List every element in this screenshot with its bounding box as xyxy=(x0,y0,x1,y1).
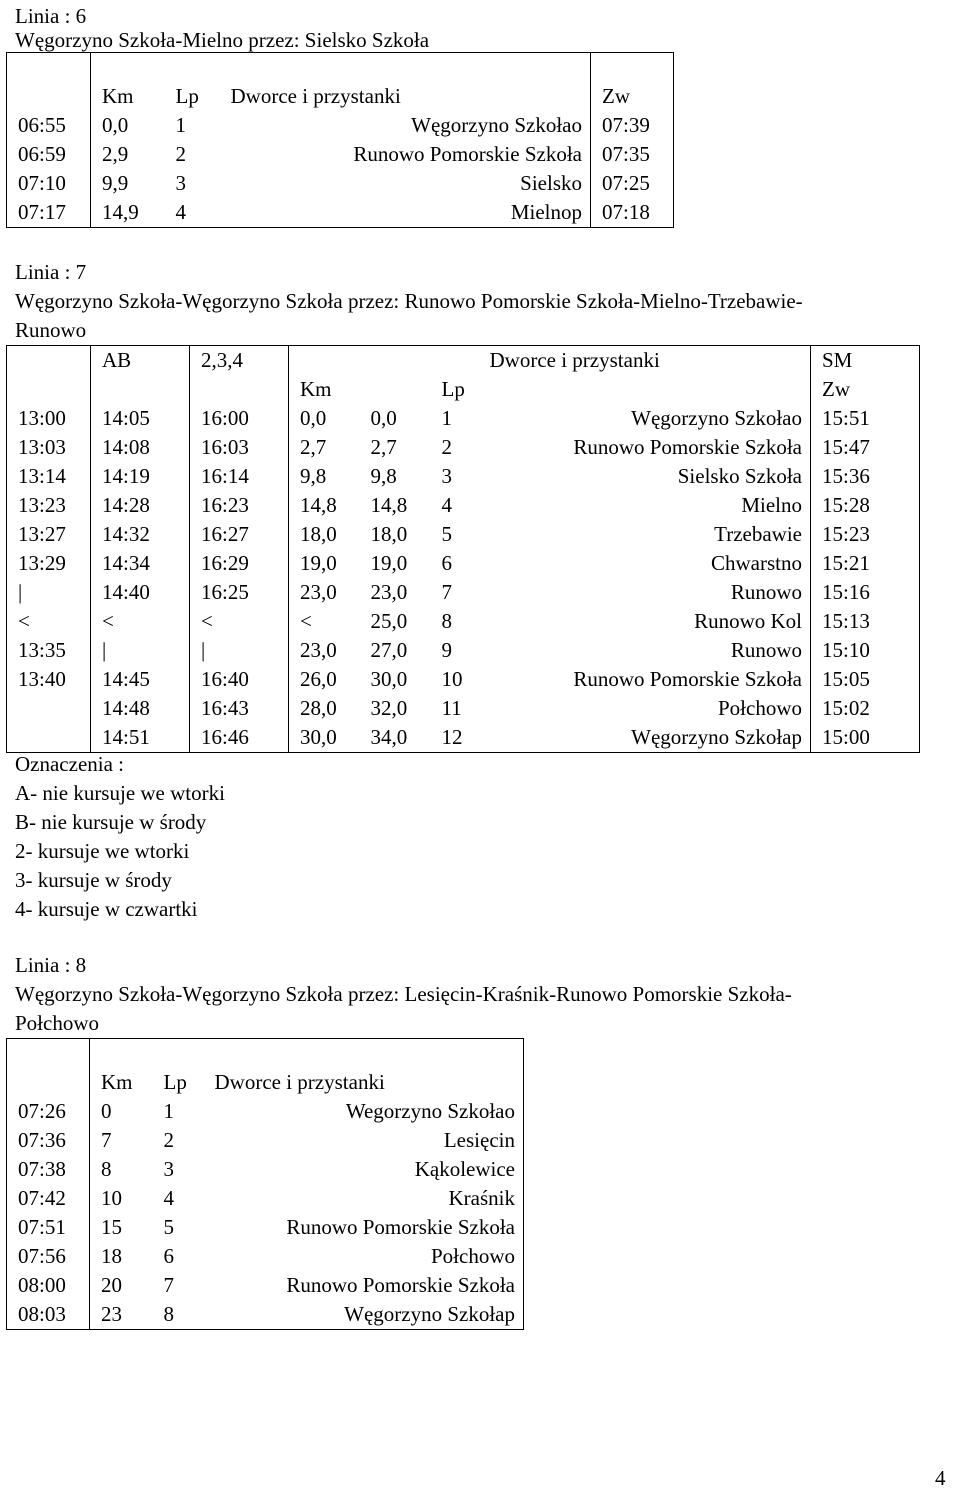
km-value: 9,8 xyxy=(370,464,397,488)
line-6-route: Węgorzyno Szkoła-Mielno przez: Sielsko Szkoła xyxy=(15,28,430,52)
stop-name xyxy=(204,1155,524,1184)
departure-time: 06:59 xyxy=(7,140,91,169)
stop-number: 4 xyxy=(441,493,452,517)
table-row xyxy=(7,1097,524,1126)
km-value: 18,0 xyxy=(289,520,360,549)
km-header: Km xyxy=(90,1068,153,1097)
course-ab-time: 14:08 xyxy=(91,433,190,462)
stop-label: Runowo Pomorskie Szkoła xyxy=(353,142,582,166)
stop-number: 3 xyxy=(441,464,452,488)
course-234-time: 16:25 xyxy=(190,578,289,607)
course-234-time: 16:27 xyxy=(190,520,289,549)
km-header: Km xyxy=(289,375,360,404)
legend-item: 3- kursuje w środy xyxy=(15,868,172,892)
stop-name xyxy=(220,140,591,169)
stop-label: Runowo Pomorskie Szkoła xyxy=(286,1273,515,1297)
table-row xyxy=(7,607,920,636)
legend-title: Oznaczenia : xyxy=(15,752,125,776)
stop-name xyxy=(479,694,811,723)
km-value: 18 xyxy=(90,1242,153,1271)
legend-item: 2- kursuje we wtorki xyxy=(15,839,190,863)
table-row xyxy=(7,549,920,578)
stop-number: 8 xyxy=(153,1300,204,1330)
stop-label: Sielsko xyxy=(520,171,582,195)
line-6-header-row xyxy=(7,82,674,111)
stop-number: 5 xyxy=(163,1215,174,1239)
return-time: 07:25 xyxy=(591,169,674,198)
return-time: 07:35 xyxy=(591,140,674,169)
line-7-route: Węgorzyno Szkoła-Węgorzyno Szkoła przez: Runowo Pomorskie Szkoła-Mielno-Trzebawie- xyxy=(15,289,803,313)
stop-name xyxy=(204,1300,524,1330)
stop-name xyxy=(204,1213,524,1242)
course-234-time: 16:43 xyxy=(190,694,289,723)
course-234-time: | xyxy=(190,636,289,665)
return-time: 07:18 xyxy=(591,198,674,228)
departure-time: 07:10 xyxy=(7,169,91,198)
line-7-subheader-row xyxy=(7,375,920,404)
course-234-time: 16:29 xyxy=(190,549,289,578)
stop-name xyxy=(479,607,811,636)
return-time: 15:28 xyxy=(811,491,920,520)
departure-time: 07:17 xyxy=(7,198,91,228)
departure-time: 07:26 xyxy=(7,1097,90,1126)
stop-name xyxy=(204,1184,524,1213)
course-time: 13:14 xyxy=(7,462,91,491)
line-7-timetable xyxy=(6,345,920,753)
stop-name xyxy=(479,636,811,665)
return-time: 15:36 xyxy=(811,462,920,491)
stop-label: Runowo Pomorskie Szkoła xyxy=(573,435,802,459)
line-6-title: Linia : 6 xyxy=(15,4,87,28)
line-6-timetable xyxy=(6,52,674,228)
table-row xyxy=(7,433,920,462)
stop-label: Runowo xyxy=(730,638,802,662)
km-value: 14,8 xyxy=(370,493,408,517)
stop-number: 3 xyxy=(163,1157,174,1181)
course-234-time: < xyxy=(190,607,289,636)
km-value: 2,9 xyxy=(91,140,165,169)
return-header: Zw xyxy=(591,82,674,111)
stop-name xyxy=(479,578,811,607)
return-header: Zw xyxy=(811,375,920,404)
km-value: 0 xyxy=(90,1097,153,1126)
stop-label: Trzebawie xyxy=(714,522,802,546)
stop-number: 11 xyxy=(441,696,462,720)
stop-number: 9 xyxy=(441,638,452,662)
return-time: 15:47 xyxy=(811,433,920,462)
km-value: 23,0 xyxy=(289,636,360,665)
stops-header: Dworce i przystanki xyxy=(479,346,811,376)
km-value: 20 xyxy=(90,1271,153,1300)
stop-label: Węgorzyno Szkoła xyxy=(344,1302,505,1326)
stop-name xyxy=(479,723,811,753)
stop-name xyxy=(479,665,811,694)
stop-number: 6 xyxy=(163,1244,174,1268)
legend-item: 4- kursuje w czwartki xyxy=(15,897,198,921)
line-8-title: Linia : 8 xyxy=(15,953,87,977)
course-time: 13:40 xyxy=(7,665,91,694)
stop-label: Kraśnik xyxy=(448,1186,515,1210)
stop-name xyxy=(479,462,811,491)
stop-label: Runowo xyxy=(730,580,802,604)
km-value: 8 xyxy=(90,1155,153,1184)
table-row xyxy=(7,491,920,520)
table-row xyxy=(7,1242,524,1271)
course-234-time: 16:46 xyxy=(190,723,289,753)
stop-marker: p xyxy=(504,1302,515,1326)
return-time: 15:02 xyxy=(811,694,920,723)
course-ab-time: 14:34 xyxy=(91,549,190,578)
stops-header: Dworce i przystanki xyxy=(230,84,401,108)
km-value: 0,0 xyxy=(370,406,397,430)
km-value: 14,9 xyxy=(91,198,165,228)
line-8-route-cont: Połchowo xyxy=(15,1011,99,1035)
table-row xyxy=(7,665,920,694)
km-value: 18,0 xyxy=(370,522,408,546)
course-ab-time: 14:05 xyxy=(91,404,190,433)
return-time: 15:51 xyxy=(811,404,920,433)
table-row xyxy=(7,520,920,549)
stop-name xyxy=(204,1242,524,1271)
days-234-header: 2,3,4 xyxy=(190,346,289,376)
stop-name xyxy=(204,1126,524,1155)
stop-name xyxy=(479,404,811,433)
line-7-title: Linia : 7 xyxy=(15,260,87,284)
table-row xyxy=(7,636,920,665)
course-time: < xyxy=(7,607,91,636)
return-time: 15:13 xyxy=(811,607,920,636)
course-time: 13:23 xyxy=(7,491,91,520)
stop-number: 1 xyxy=(441,406,452,430)
table-row xyxy=(7,723,920,753)
page-number: 4 xyxy=(935,1466,946,1490)
line-7-route-cont: Runowo xyxy=(15,318,87,342)
table-row xyxy=(7,404,920,433)
stop-number: 3 xyxy=(175,171,186,195)
departure-time: 06:55 xyxy=(7,111,91,140)
stop-label: Wegorzyno Szkoła xyxy=(345,1099,505,1123)
stop-name xyxy=(204,1271,524,1300)
stop-number: 2 xyxy=(163,1128,174,1152)
course-234-time: 16:23 xyxy=(190,491,289,520)
course-ab-time: 14:32 xyxy=(91,520,190,549)
table-row xyxy=(7,140,674,169)
course-ab-time: 14:51 xyxy=(91,723,190,753)
km-value: 34,0 xyxy=(360,723,431,753)
km-value: 14,8 xyxy=(289,491,360,520)
departure-time: 07:38 xyxy=(7,1155,90,1184)
km-value: 2,7 xyxy=(370,435,397,459)
course-time: 13:03 xyxy=(7,433,91,462)
course-234-time: 16:40 xyxy=(190,665,289,694)
stop-label: Sielsko Szkoła xyxy=(677,464,802,488)
km-value: 19,0 xyxy=(289,549,360,578)
departure-time: 08:03 xyxy=(7,1300,90,1330)
stops-header: Dworce i przystanki xyxy=(204,1068,524,1097)
table-row xyxy=(7,1271,524,1300)
course-234-time: 16:03 xyxy=(190,433,289,462)
course-234-time: 16:14 xyxy=(190,462,289,491)
stop-marker: p xyxy=(571,200,582,224)
lp-header: Lp xyxy=(441,377,465,401)
stop-number: 4 xyxy=(163,1186,174,1210)
stop-number: 12 xyxy=(431,723,479,753)
table-row xyxy=(7,111,674,140)
stop-name xyxy=(204,1097,524,1126)
table-row xyxy=(7,462,920,491)
table-row xyxy=(7,1126,524,1155)
table-row xyxy=(7,1300,524,1330)
km-value: 30,0 xyxy=(370,667,408,691)
km-value: 2,7 xyxy=(289,433,360,462)
departure-time: 07:36 xyxy=(7,1126,90,1155)
table-row xyxy=(7,169,674,198)
return-time: 15:16 xyxy=(811,578,920,607)
stop-label: Połchowo xyxy=(431,1244,515,1268)
stop-marker: o xyxy=(571,113,582,137)
km-value: 7 xyxy=(90,1126,153,1155)
stop-label: Węgorzyno Szkoła xyxy=(411,113,572,137)
stop-number: 2 xyxy=(175,142,186,166)
stop-label: Runowo Pomorskie Szkoła xyxy=(573,667,802,691)
km-value: 26,0 xyxy=(289,665,360,694)
course-time: | xyxy=(7,578,91,607)
stop-label: Kąkolewice xyxy=(414,1157,515,1181)
legend-item: A- nie kursuje we wtorki xyxy=(15,781,225,805)
km-value: 0,0 xyxy=(91,111,165,140)
km-value: 19,0 xyxy=(370,551,408,575)
course-ab-time: 14:48 xyxy=(91,694,190,723)
stop-number: 5 xyxy=(441,522,452,546)
sm-header: SM xyxy=(811,346,920,376)
km-value: 30,0 xyxy=(289,723,360,753)
stop-name xyxy=(479,520,811,549)
table-row xyxy=(7,694,920,723)
stop-name xyxy=(479,549,811,578)
stop-label: Runowo Pomorskie Szkoła xyxy=(286,1215,515,1239)
stop-name xyxy=(479,491,811,520)
table-row xyxy=(7,578,920,607)
course-time: 13:29 xyxy=(7,549,91,578)
km-value: 9,9 xyxy=(91,169,165,198)
line-8-timetable xyxy=(6,1038,524,1330)
stop-name xyxy=(220,111,591,140)
stop-label: Lesięcin xyxy=(443,1128,515,1152)
legend-item: B- nie kursuje w środy xyxy=(15,810,207,834)
stop-number: 10 xyxy=(441,667,463,691)
km-header: Km xyxy=(91,82,165,111)
course-time: 13:27 xyxy=(7,520,91,549)
km-value: 10 xyxy=(90,1184,153,1213)
line-8-route: Węgorzyno Szkoła-Węgorzyno Szkoła przez: Lesięcin-Kraśnik-Runowo Pomorskie Szkoła- xyxy=(15,982,792,1006)
stop-label: Węgorzyno Szkoła xyxy=(631,725,792,749)
table-row xyxy=(7,1155,524,1184)
course-time xyxy=(7,723,91,753)
stop-number: 8 xyxy=(441,609,452,633)
stop-name xyxy=(220,169,591,198)
km-value: 23,0 xyxy=(289,578,360,607)
km-value: 25,0 xyxy=(370,609,408,633)
stop-number: 4 xyxy=(165,198,220,228)
stop-label: Połchowo xyxy=(718,696,802,720)
km-value: 23,0 xyxy=(370,580,408,604)
stop-label: Runowo Kol xyxy=(694,609,802,633)
stop-label: Węgorzyno Szkoła xyxy=(631,406,792,430)
course-time: 13:00 xyxy=(7,404,91,433)
course-ab-time: 14:28 xyxy=(91,491,190,520)
return-time: 15:00 xyxy=(811,723,920,753)
stop-label: Mielno xyxy=(510,200,572,224)
km-value: 9,8 xyxy=(289,462,360,491)
lp-header: Lp xyxy=(175,84,199,108)
stop-marker: o xyxy=(504,1099,515,1123)
stop-number: 6 xyxy=(441,551,452,575)
return-time: 07:39 xyxy=(591,111,674,140)
departure-time: 07:51 xyxy=(7,1213,90,1242)
return-time: 15:05 xyxy=(811,665,920,694)
course-ab-time: 14:45 xyxy=(91,665,190,694)
course-234-time: 16:00 xyxy=(190,404,289,433)
stop-label: Chwarstno xyxy=(711,551,802,575)
km-value: 32,0 xyxy=(370,696,408,720)
table-row xyxy=(7,1213,524,1242)
return-time: 15:23 xyxy=(811,520,920,549)
stop-number: 2 xyxy=(441,435,452,459)
course-ab-time: | xyxy=(91,636,190,665)
departure-time: 07:56 xyxy=(7,1242,90,1271)
km-value: < xyxy=(289,607,360,636)
table-row xyxy=(7,198,674,228)
line-8-header-row xyxy=(7,1068,524,1097)
course-ab-time: 14:19 xyxy=(91,462,190,491)
lp-header: Lp xyxy=(163,1070,187,1094)
stop-marker: o xyxy=(791,406,802,430)
km-value: 0,0 xyxy=(289,404,360,433)
return-time: 15:10 xyxy=(811,636,920,665)
course-ab-time: 14:40 xyxy=(91,578,190,607)
course-time: 13:35 xyxy=(7,636,91,665)
departure-time: 08:00 xyxy=(7,1271,90,1300)
stop-name xyxy=(220,198,591,228)
return-time: 15:21 xyxy=(811,549,920,578)
stop-number: 1 xyxy=(163,1099,174,1123)
stop-number: 7 xyxy=(163,1273,174,1297)
km-value: 27,0 xyxy=(370,638,408,662)
stop-number: 1 xyxy=(175,113,186,137)
departure-time: 07:42 xyxy=(7,1184,90,1213)
stop-marker: p xyxy=(791,725,802,749)
stop-number: 7 xyxy=(441,580,452,604)
line-7-header-row xyxy=(7,346,920,376)
km-value: 15 xyxy=(90,1213,153,1242)
stop-label: Mielno xyxy=(741,493,802,517)
course-time xyxy=(7,694,91,723)
km-value: 23 xyxy=(90,1300,153,1330)
table-row xyxy=(7,1184,524,1213)
course-ab-time: < xyxy=(91,607,190,636)
stop-name xyxy=(479,433,811,462)
ab-header: AB xyxy=(91,346,190,376)
km-value: 28,0 xyxy=(289,694,360,723)
